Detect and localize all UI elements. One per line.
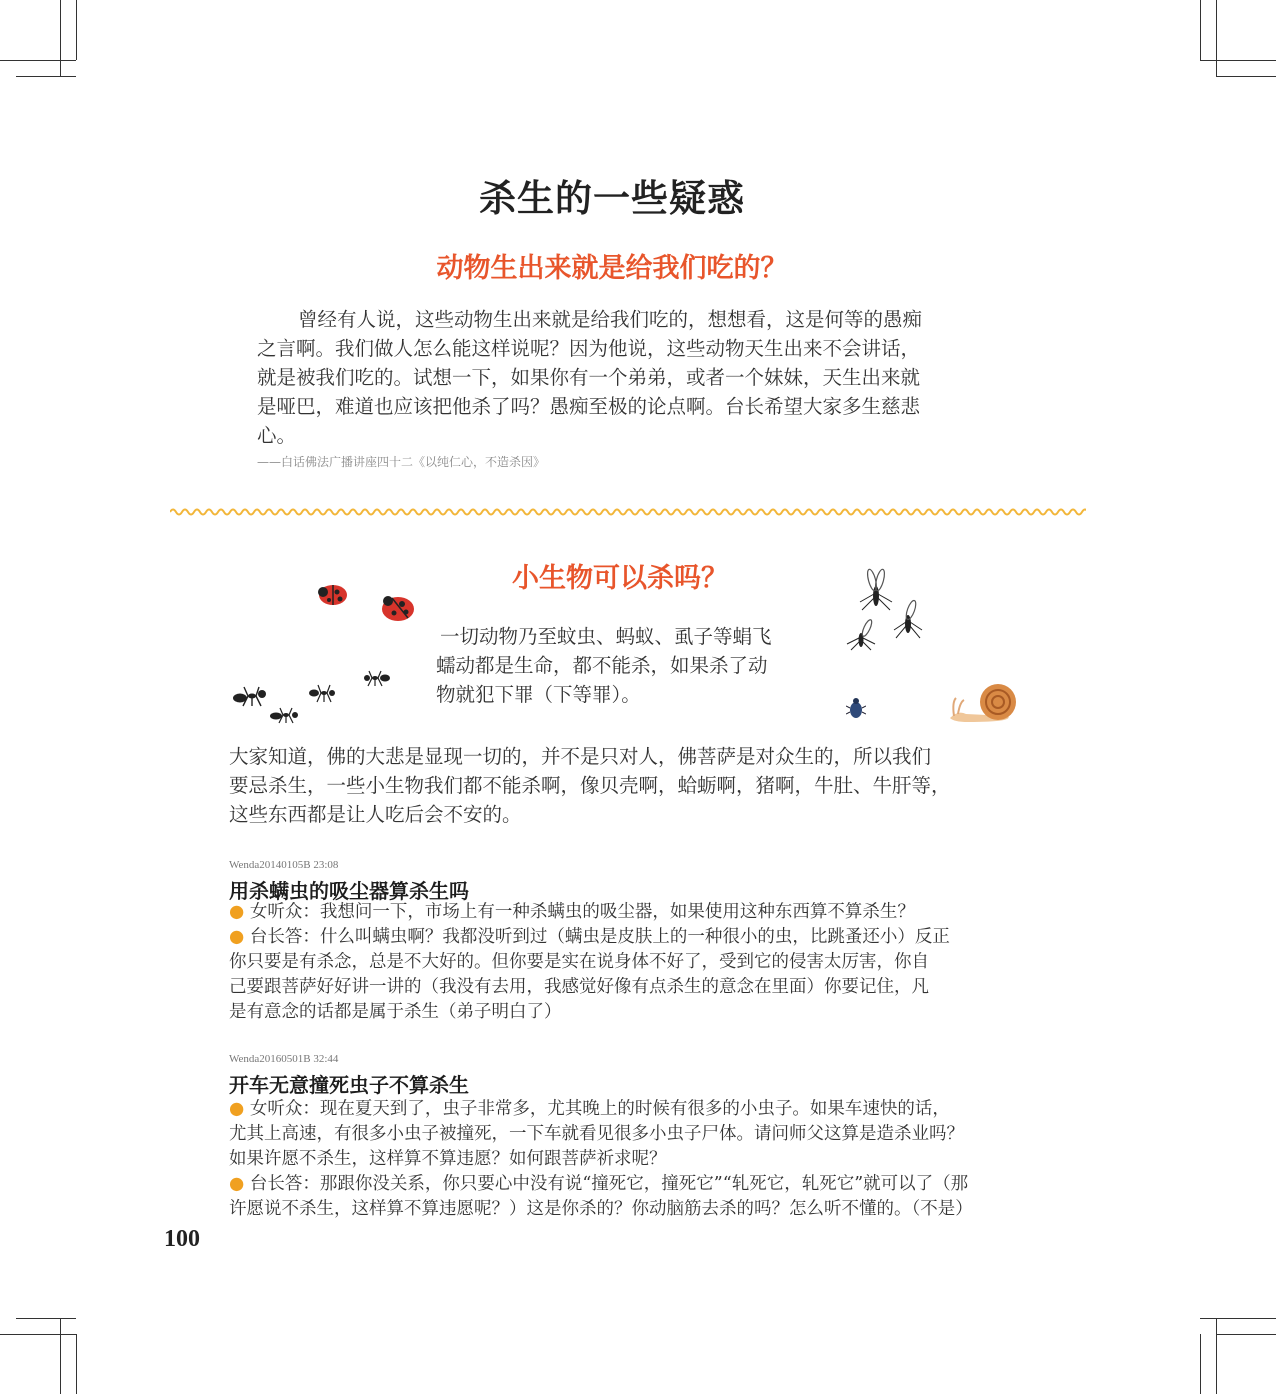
mosquito-icon — [858, 566, 894, 614]
crop-mark — [0, 60, 76, 61]
body-line: 要忌杀生，一些小生物我们都不能杀啊，像贝壳啊，蛤蛎啊，猪啊，牛肚、牛肝等， — [229, 774, 951, 797]
ladybug-icon — [315, 580, 351, 608]
body-line: 之言啊。我们做人怎么能这样说呢？因为他说，这些动物天生出来不会讲话， — [257, 337, 921, 360]
qa-timestamp: Wenda20160501B 32:44 — [229, 1053, 339, 1065]
qa-line: 尤其上高速，有很多小虫子被撞死，一下车就看见很多小虫子尸体。请问师父这算是造杀业吗？ — [229, 1124, 964, 1144]
crop-mark — [1216, 1334, 1276, 1335]
qa-heading: 开车无意撞死虫子不算杀生 — [229, 1073, 469, 1097]
crop-mark — [1200, 0, 1201, 60]
crop-mark — [1200, 1318, 1276, 1319]
qa-line: 女听众：我想问一下，市场上有一种杀螨虫的吸尘器，如果使用这种东西算不算杀生？ — [249, 902, 915, 922]
qa-answer — [229, 925, 950, 950]
qa-line: 台长答：那跟你没关系，你只要心中没有说“撞死它，撞死它”“轧死它，轧死它”就可以了（那 — [249, 1174, 969, 1194]
box-line: 蠕动都是生命，都不能杀，如果杀了动 — [436, 654, 768, 677]
qa-answer — [229, 1172, 968, 1197]
qa-question — [229, 900, 915, 925]
qa-line: 如果许愿不杀生，这样算不算违愿？如何跟菩萨祈求呢？ — [229, 1149, 667, 1169]
snail-icon — [948, 680, 1024, 724]
crop-mark — [0, 1334, 76, 1335]
crop-mark — [1200, 60, 1276, 61]
mosquito-icon — [892, 598, 924, 642]
page-number: 100 — [164, 1226, 200, 1252]
ant-icon — [228, 686, 268, 708]
crop-mark — [16, 1318, 76, 1319]
qa-line: 台长答：什么叫螨虫啊？我都没听到过（螨虫是皮肤上的一种很小的虫，比跳蚤还小）反正 — [249, 927, 950, 947]
crop-mark — [76, 1334, 77, 1394]
crop-mark — [1200, 1334, 1201, 1394]
qa-line: 女听众：现在夏天到了，虫子非常多，尤其晚上的时候有很多的小虫子。如果车速快的话， — [249, 1099, 950, 1119]
qa-heading: 用杀螨虫的吸尘器算杀生吗 — [229, 879, 469, 903]
qa-line: 己要跟菩萨好好讲一讲的（我没有去用，我感觉好像有点杀生的意念在里面）你要记住，凡 — [229, 977, 929, 997]
bullet-icon: ● — [229, 927, 245, 947]
section-heading-animals: 动物生出来就是给我们吃的？ — [436, 253, 788, 284]
qa-line: 你只要是有杀念，总是不大好的。但你要是实在说身体不好了，受到它的侵害太厉害，你自 — [229, 952, 929, 972]
qa-line: 许愿说不杀生，这样算不算违愿呢？）这是你杀的？你动脑筋去杀的吗？怎么听不懂的。（不是） — [229, 1199, 973, 1219]
qa-question — [229, 1097, 950, 1122]
section-heading-small-creatures: 小生物可以杀吗？ — [512, 563, 728, 594]
page-title: 杀生的一些疑惑 — [479, 177, 745, 220]
box-line: 一切动物乃至蚊虫、蚂蚁、虱子等蜎飞 — [440, 625, 772, 648]
beetle-icon — [846, 696, 866, 720]
crop-mark — [60, 1318, 61, 1394]
ladybug-icon — [378, 592, 418, 624]
box-line: 物就犯下罪（下等罪）。 — [436, 683, 641, 706]
qa-timestamp: Wenda20140105B 23:08 — [229, 859, 339, 871]
wavy-divider — [170, 504, 1086, 520]
body-line: 曾经有人说，这些动物生出来就是给我们吃的，想想看，这是何等的愚痴 — [298, 308, 923, 331]
crop-mark — [1216, 1318, 1217, 1394]
crop-mark — [60, 0, 61, 76]
crop-mark — [1216, 0, 1217, 76]
mosquito-icon — [845, 618, 877, 652]
bullet-icon: ● — [229, 1174, 245, 1194]
crop-mark — [76, 0, 77, 60]
qa-line: 是有意念的话都是属于杀生（弟子明白了） — [229, 1002, 562, 1022]
body-line: 大家知道，佛的大悲是显现一切的，并不是只对人，佛菩萨是对众生的，所以我们 — [229, 745, 932, 768]
bullet-icon: ● — [229, 1099, 245, 1119]
ant-icon — [266, 707, 300, 725]
body-line: 是哑巴，难道也应该把他杀了吗？愚痴至极的论点啊。台长希望大家多生慈悲 — [257, 395, 921, 418]
ant-icon — [362, 670, 392, 688]
crop-mark — [1216, 76, 1276, 77]
body-line: 心。 — [257, 424, 297, 447]
bullet-icon: ● — [229, 902, 245, 922]
body-line: 这些东西都是让人吃后会不安的。 — [229, 803, 522, 826]
ant-icon — [305, 684, 337, 704]
source-citation: ——白话佛法广播讲座四十二《以纯仁心，不造杀因》 — [257, 455, 546, 469]
body-line: 就是被我们吃的。试想一下，如果你有一个弟弟，或者一个妹妹，天生出来就 — [257, 366, 921, 389]
crop-mark — [16, 76, 76, 77]
